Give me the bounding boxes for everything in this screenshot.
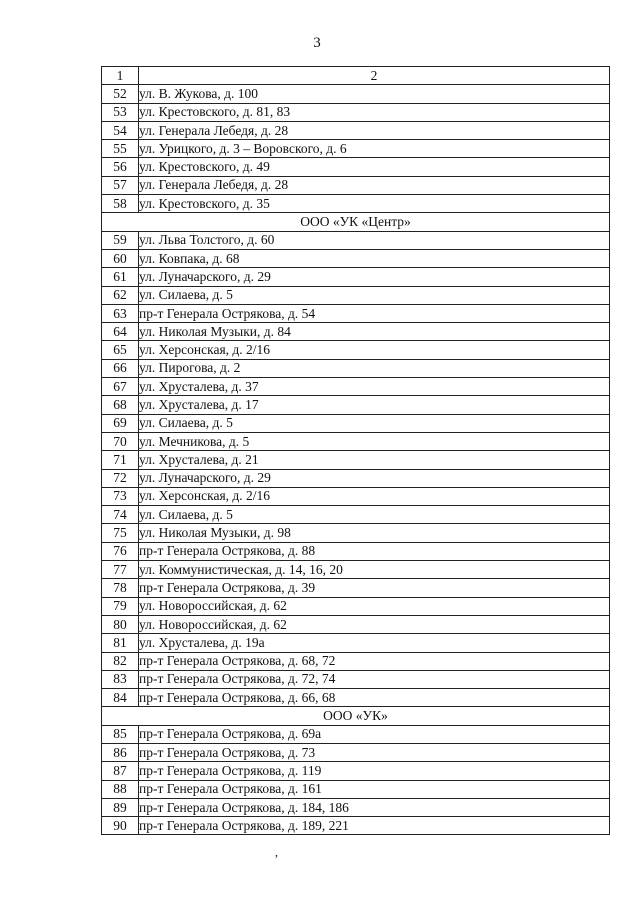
row-address: ул. Хрусталева, д. 21 xyxy=(139,451,610,469)
footer-mark: , xyxy=(275,845,278,859)
row-address: пр-т Генерала Острякова, д. 189, 221 xyxy=(139,817,610,835)
address-table xyxy=(101,66,610,835)
row-address: ул. Николая Музыки, д. 84 xyxy=(139,323,610,341)
row-address: ул. Крестовского, д. 49 xyxy=(139,158,610,176)
row-number: 88 xyxy=(102,780,139,798)
table-header-row xyxy=(102,67,610,85)
address-table-body xyxy=(102,67,610,835)
table-row xyxy=(102,140,610,158)
row-number: 57 xyxy=(102,176,139,194)
row-number: 78 xyxy=(102,579,139,597)
row-number: 75 xyxy=(102,524,139,542)
row-address: ул. Силаева, д. 5 xyxy=(139,414,610,432)
row-number: 87 xyxy=(102,762,139,780)
row-address: ул. Льва Толстого, д. 60 xyxy=(139,231,610,249)
row-address: ул. Силаева, д. 5 xyxy=(139,506,610,524)
table-row xyxy=(102,798,610,816)
table-row xyxy=(102,652,610,670)
row-number: 83 xyxy=(102,670,139,688)
row-address: пр-т Генерала Острякова, д. 88 xyxy=(139,542,610,560)
table-row xyxy=(102,506,610,524)
table-row xyxy=(102,487,610,505)
row-number: 77 xyxy=(102,561,139,579)
row-address: ул. Луначарского, д. 29 xyxy=(139,469,610,487)
table-row xyxy=(102,469,610,487)
table-row xyxy=(102,725,610,743)
row-address: пр-т Генерала Острякова, д. 161 xyxy=(139,780,610,798)
row-address: ул. Луначарского, д. 29 xyxy=(139,268,610,286)
row-address: пр-т Генерала Острякова, д. 68, 72 xyxy=(139,652,610,670)
row-address: пр-т Генерала Острякова, д. 66, 68 xyxy=(139,689,610,707)
row-address: ул. Коммунистическая, д. 14, 16, 20 xyxy=(139,561,610,579)
row-address: пр-т Генерала Острякова, д. 54 xyxy=(139,304,610,322)
table-row xyxy=(102,231,610,249)
row-address: пр-т Генерала Острякова, д. 72, 74 xyxy=(139,670,610,688)
row-address: ул. Крестовского, д. 35 xyxy=(139,195,610,213)
row-number: 54 xyxy=(102,121,139,139)
row-number: 70 xyxy=(102,432,139,450)
row-address: пр-т Генерала Острякова, д. 73 xyxy=(139,743,610,761)
table-row xyxy=(102,670,610,688)
row-address: пр-т Генерала Острякова, д. 119 xyxy=(139,762,610,780)
table-row xyxy=(102,286,610,304)
row-address: ул. Пирогова, д. 2 xyxy=(139,359,610,377)
row-address: ул. Хрусталева, д. 19а xyxy=(139,634,610,652)
table-row xyxy=(102,85,610,103)
row-number: 59 xyxy=(102,231,139,249)
row-number: 52 xyxy=(102,85,139,103)
section-header-row xyxy=(102,213,610,231)
section-title: ООО «УК «Центр» xyxy=(102,213,610,231)
row-address: ул. Мечникова, д. 5 xyxy=(139,432,610,450)
row-address: ул. Ковпака, д. 68 xyxy=(139,249,610,267)
row-number: 64 xyxy=(102,323,139,341)
table-row xyxy=(102,615,610,633)
row-number: 69 xyxy=(102,414,139,432)
table-row xyxy=(102,597,610,615)
row-address: ул. Новороссийская, д. 62 xyxy=(139,597,610,615)
table-row xyxy=(102,762,610,780)
table-row xyxy=(102,432,610,450)
row-address: ул. Хрусталева, д. 37 xyxy=(139,378,610,396)
row-number: 81 xyxy=(102,634,139,652)
row-address: пр-т Генерала Острякова, д. 184, 186 xyxy=(139,798,610,816)
row-number: 85 xyxy=(102,725,139,743)
row-number: 62 xyxy=(102,286,139,304)
row-number: 73 xyxy=(102,487,139,505)
row-number: 72 xyxy=(102,469,139,487)
page-number: 3 xyxy=(313,35,321,51)
row-number: 71 xyxy=(102,451,139,469)
table-row xyxy=(102,121,610,139)
row-address: пр-т Генерала Острякова, д. 69а xyxy=(139,725,610,743)
table-row xyxy=(102,743,610,761)
row-number: 86 xyxy=(102,743,139,761)
row-address: ул. Силаева, д. 5 xyxy=(139,286,610,304)
row-number: 67 xyxy=(102,378,139,396)
table-row xyxy=(102,579,610,597)
row-number: 79 xyxy=(102,597,139,615)
section-title: ООО «УК» xyxy=(102,707,610,725)
row-number: 82 xyxy=(102,652,139,670)
row-address: ул. Херсонская, д. 2/16 xyxy=(139,341,610,359)
table-row xyxy=(102,561,610,579)
table-row xyxy=(102,359,610,377)
table-row xyxy=(102,323,610,341)
table-row xyxy=(102,780,610,798)
row-number: 56 xyxy=(102,158,139,176)
row-address: ул. Генерала Лебедя, д. 28 xyxy=(139,176,610,194)
row-address: ул. Хрусталева, д. 17 xyxy=(139,396,610,414)
row-number: 53 xyxy=(102,103,139,121)
row-number: 74 xyxy=(102,506,139,524)
table-row xyxy=(102,378,610,396)
row-address: ул. Генерала Лебедя, д. 28 xyxy=(139,121,610,139)
row-number: 61 xyxy=(102,268,139,286)
table-row xyxy=(102,341,610,359)
row-address: ул. Херсонская, д. 2/16 xyxy=(139,487,610,505)
row-address: ул. В. Жукова, д. 100 xyxy=(139,85,610,103)
table-row xyxy=(102,524,610,542)
row-number: 58 xyxy=(102,195,139,213)
header-col-2: 2 xyxy=(139,67,610,85)
table-row xyxy=(102,414,610,432)
row-number: 68 xyxy=(102,396,139,414)
table-row xyxy=(102,396,610,414)
row-number: 66 xyxy=(102,359,139,377)
section-header-row xyxy=(102,707,610,725)
row-address: ул. Новороссийская, д. 62 xyxy=(139,615,610,633)
table-row xyxy=(102,634,610,652)
table-row xyxy=(102,176,610,194)
header-col-1: 1 xyxy=(102,67,139,85)
table-row xyxy=(102,304,610,322)
row-number: 80 xyxy=(102,615,139,633)
table-row xyxy=(102,103,610,121)
row-address: ул. Николая Музыки, д. 98 xyxy=(139,524,610,542)
row-number: 89 xyxy=(102,798,139,816)
table-row xyxy=(102,542,610,560)
table-row xyxy=(102,817,610,835)
row-number: 63 xyxy=(102,304,139,322)
row-address: ул. Крестовского, д. 81, 83 xyxy=(139,103,610,121)
row-number: 65 xyxy=(102,341,139,359)
table-row xyxy=(102,268,610,286)
table-row xyxy=(102,689,610,707)
row-number: 55 xyxy=(102,140,139,158)
row-number: 76 xyxy=(102,542,139,560)
table-row xyxy=(102,249,610,267)
row-address: ул. Урицкого, д. 3 – Воровского, д. 6 xyxy=(139,140,610,158)
row-number: 90 xyxy=(102,817,139,835)
table-row xyxy=(102,195,610,213)
row-number: 84 xyxy=(102,689,139,707)
table-row xyxy=(102,451,610,469)
table-row xyxy=(102,158,610,176)
row-number: 60 xyxy=(102,249,139,267)
row-address: пр-т Генерала Острякова, д. 39 xyxy=(139,579,610,597)
